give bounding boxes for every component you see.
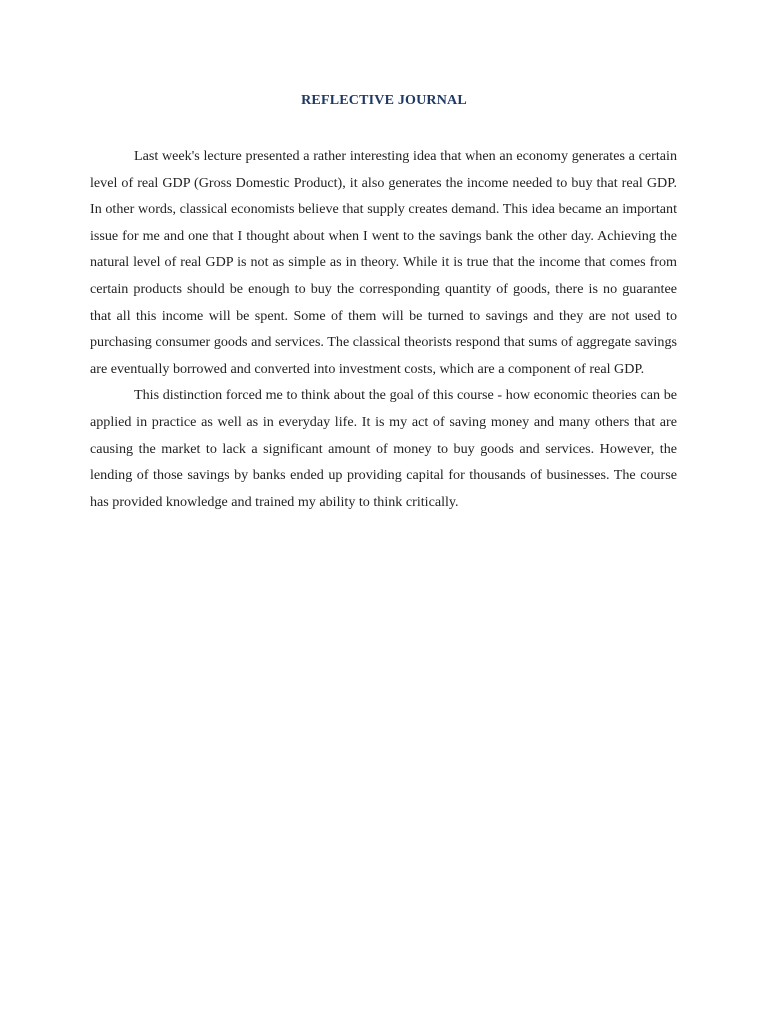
paragraph-1: Last week's lecture presented a rather interesting idea that when an economy generates a certain level of real GDP (Gross Domestic Product), it also generates the income needed to buy that real GDP. In other words, classical economists believe that supply creates demand. This idea became an important issue for me and one that I thought about when I went to the savings bank the other day. Achieving the natural level of real GDP is not as simple as in theory. While it is true that the income that comes from certain products should be enough to buy the corresponding quantity of goods, there is no guarantee that all this income will be spent. Some of them will be turned to savings and they are not used to purchasing consumer goods and services. The classical theorists respond that sums of aggregate savings are eventually borrowed and converted into investment costs, which are a component of real GDP. (90, 148, 677, 377)
document-title: REFLECTIVE JOURNAL (301, 93, 467, 108)
document-body (90, 143, 677, 515)
paragraph-2: This distinction forced me to think about the goal of this course - how economic theories can be applied in practice as well as in everyday life. It is my act of saving money and many others that are causing the market to lack a significant amount of money to buy goods and services. However, the lending of those savings by banks ended up providing capital for thousands of businesses. The course has provided knowledge and trained my ability to think critically. (90, 387, 677, 510)
